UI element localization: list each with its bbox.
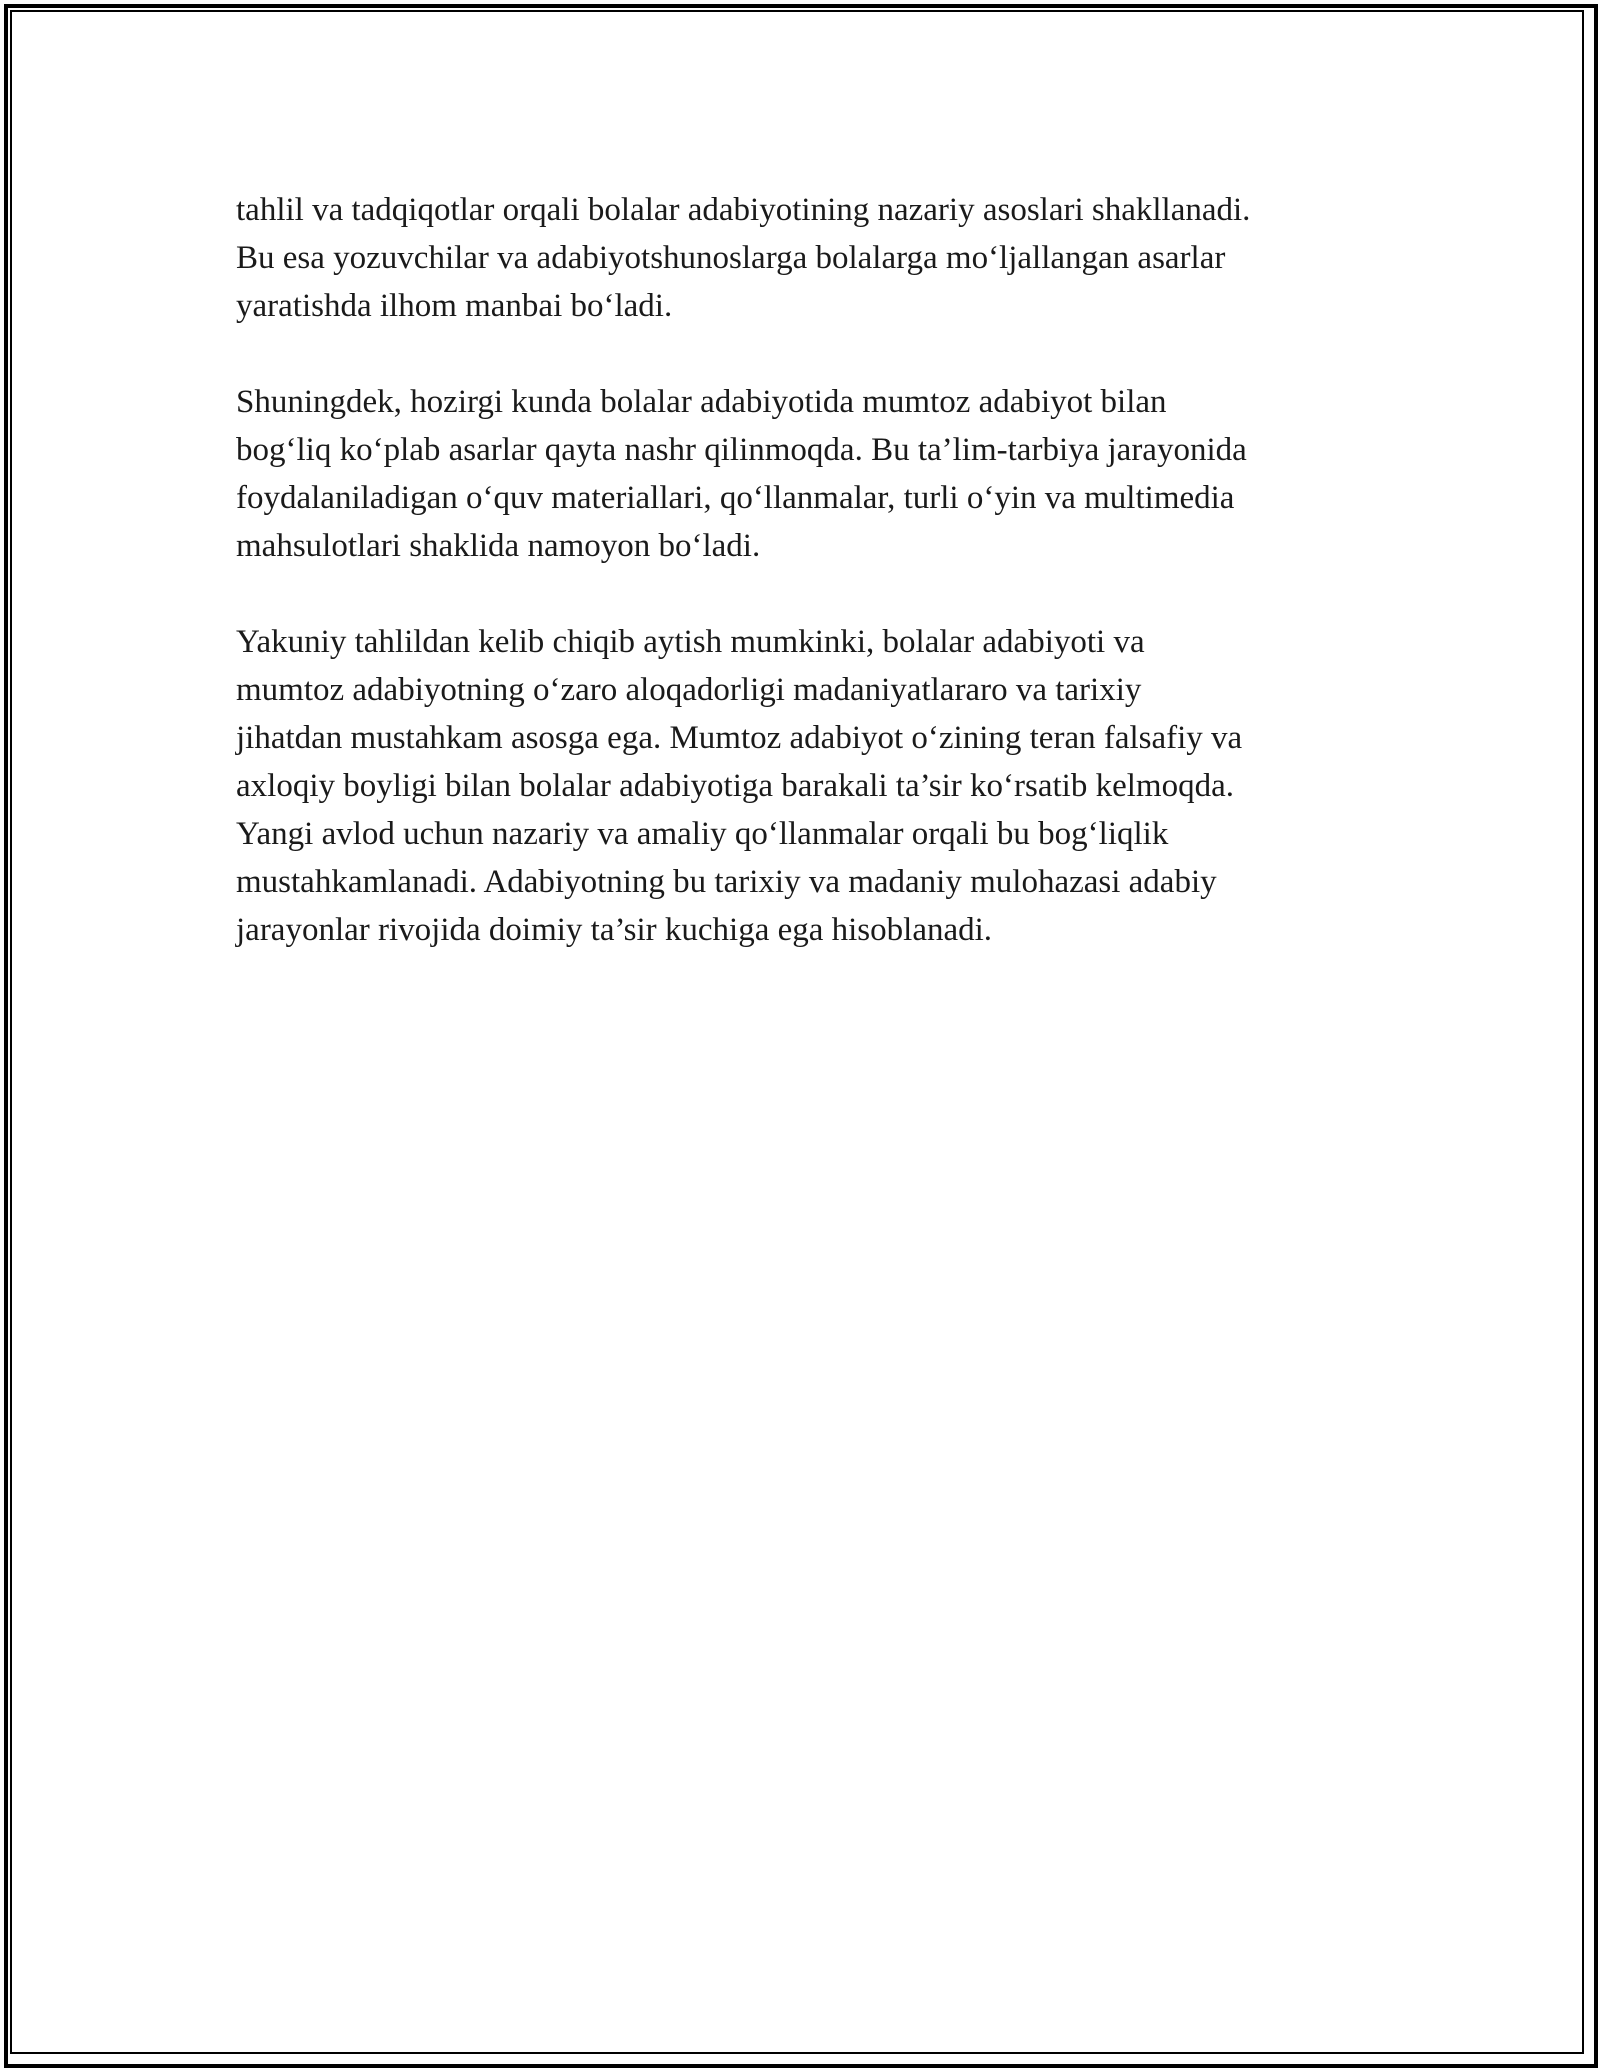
text-line: Bu esa yozuvchilar va adabiyotshunoslarga bolalarga mo‘ljallangan asarlar bbox=[236, 240, 1226, 276]
text-line: mahsulotlari shaklida namoyon bo‘ladi. bbox=[236, 528, 761, 564]
text-line: foydalaniladigan o‘quv materiallari, qo‘llanmalar, turli o‘yin va multimedia bbox=[236, 480, 1235, 516]
text-line: Yakuniy tahlildan kelib chiqib aytish mumkinki, bolalar adabiyoti va bbox=[236, 624, 1145, 660]
paragraph-2 bbox=[236, 378, 1376, 570]
text-line: axloqiy boyligi bilan bolalar adabiyotiga barakali ta’sir ko‘rsatib kelmoqda. bbox=[236, 768, 1234, 804]
text-line: jihatdan mustahkam asosga ega. Mumtoz adabiyot o‘zining teran falsafiy va bbox=[236, 720, 1243, 756]
text-line: bog‘liq ko‘plab asarlar qayta nashr qilinmoqda. Bu ta’lim-tarbiya jarayonida bbox=[236, 432, 1247, 468]
text-line: yaratishda ilhom manbai bo‘ladi. bbox=[236, 288, 673, 324]
text-line: mustahkamlanadi. Adabiyotning bu tarixiy va madaniy mulohazasi adabiy bbox=[236, 864, 1217, 900]
text-line: jarayonlar rivojida doimiy ta’sir kuchiga ega hisoblanadi. bbox=[236, 912, 993, 948]
text-line: tahlil va tadqiqotlar orqali bolalar adabiyotining nazariy asoslari shakllanadi. bbox=[236, 192, 1251, 228]
text-line: Yangi avlod uchun nazariy va amaliy qo‘llanmalar orqali bu bog‘liqlik bbox=[236, 816, 1169, 852]
text-line: mumtoz adabiyotning o‘zaro aloqadorligi madaniyatlararo va tarixiy bbox=[236, 672, 1142, 708]
paragraph-1 bbox=[236, 186, 1376, 330]
text-line: Shuningdek, hozirgi kunda bolalar adabiyotida mumtoz adabiyot bilan bbox=[236, 384, 1167, 420]
document-body bbox=[236, 186, 1376, 1002]
paragraph-3 bbox=[236, 618, 1376, 954]
